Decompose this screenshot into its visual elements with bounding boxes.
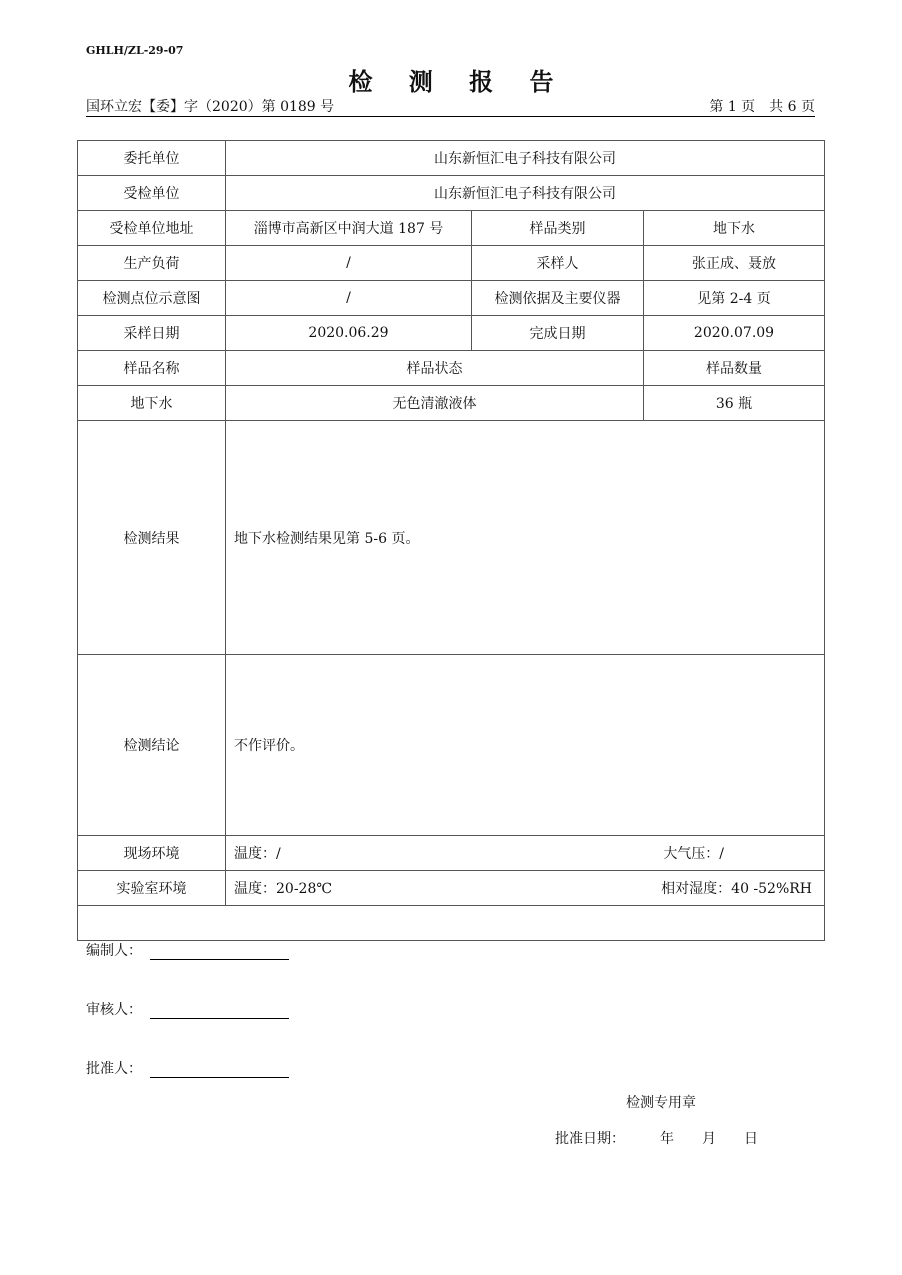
lab-humidity: 相对湿度：40 -52%RH [661, 881, 813, 897]
signature-block [78, 906, 825, 1147]
lab-env-label: 实验室环境 [78, 871, 226, 906]
site-pressure: 大气压：/ [663, 846, 725, 862]
approver-signature-line[interactable] [150, 1061, 289, 1078]
table-row [78, 281, 825, 316]
page-title: 检 测 报 告 [348, 67, 568, 96]
table-row [78, 836, 825, 871]
table-row [78, 141, 825, 176]
inspection-stamp-label: 检测专用章 [626, 1095, 696, 1111]
report-table [77, 140, 825, 1147]
approver-label: 批准人： [86, 1061, 142, 1077]
table-row [78, 386, 825, 421]
table-row [78, 351, 825, 386]
report-number: 国环立宏【委】字（2020）第 0189 号 [86, 99, 335, 115]
basis-label: 检测依据及主要仪器 [472, 281, 644, 316]
compiler-signature [86, 940, 289, 960]
table-row [78, 246, 825, 281]
table-row [78, 211, 825, 246]
compiler-signature-line[interactable] [150, 943, 289, 960]
approval-date: 批准日期： 年 月 日 [555, 1131, 758, 1147]
sampling-date-label: 采样日期 [78, 316, 226, 351]
result-label: 检测结果 [78, 421, 226, 655]
conclusion-label: 检测结论 [78, 655, 226, 836]
report-number-line [86, 96, 815, 117]
map-label: 检测点位示意图 [78, 281, 226, 316]
page-info: 第 1 页 共 6 页 [709, 99, 815, 115]
basis-value: 见第 2-4 页 [644, 281, 825, 316]
table-row [78, 871, 825, 906]
sample-type-label: 样品类别 [472, 211, 644, 246]
sample-name-label: 样品名称 [78, 351, 226, 386]
sampler-value: 张正成、聂放 [644, 246, 825, 281]
result-value: 地下水检测结果见第 5-6 页。 [226, 421, 825, 655]
sample-qty-value: 36 瓶 [644, 386, 825, 421]
conclusion-value: 不作评价。 [226, 655, 825, 836]
load-value: / [226, 246, 472, 281]
finish-date-label: 完成日期 [472, 316, 644, 351]
signature-row [78, 906, 825, 941]
client-label: 委托单位 [78, 141, 226, 176]
reviewer-label: 审核人： [86, 1002, 142, 1018]
address-value: 淄博市高新区中润大道 187 号 [226, 211, 472, 246]
reviewer-signature [86, 999, 289, 1019]
sample-type-value: 地下水 [644, 211, 825, 246]
load-label: 生产负荷 [78, 246, 226, 281]
table-row [78, 421, 825, 655]
table-row [78, 316, 825, 351]
sample-qty-label: 样品数量 [644, 351, 825, 386]
inspected-label: 受检单位 [78, 176, 226, 211]
site-env-label: 现场环境 [78, 836, 226, 871]
sample-name-value: 地下水 [78, 386, 226, 421]
sampler-label: 采样人 [472, 246, 644, 281]
address-label: 受检单位地址 [78, 211, 226, 246]
document-code: GHLH/ZL-29-07 [86, 44, 184, 57]
lab-env-cell [226, 871, 825, 906]
table-row [78, 176, 825, 211]
compiler-label: 编制人： [86, 943, 142, 959]
client-value: 山东新恒汇电子科技有限公司 [226, 141, 825, 176]
table-row [78, 655, 825, 836]
site-temperature: 温度：/ [234, 846, 281, 862]
sampling-date-value: 2020.06.29 [226, 316, 472, 351]
site-env-cell [226, 836, 825, 871]
lab-temperature: 温度：20-28℃ [234, 881, 333, 897]
reviewer-signature-line[interactable] [150, 1002, 289, 1019]
sample-state-label: 样品状态 [226, 351, 644, 386]
sample-state-value: 无色清澈液体 [226, 386, 644, 421]
inspected-value: 山东新恒汇电子科技有限公司 [226, 176, 825, 211]
approver-signature [86, 1058, 289, 1078]
map-value: / [226, 281, 472, 316]
finish-date-value: 2020.07.09 [644, 316, 825, 351]
